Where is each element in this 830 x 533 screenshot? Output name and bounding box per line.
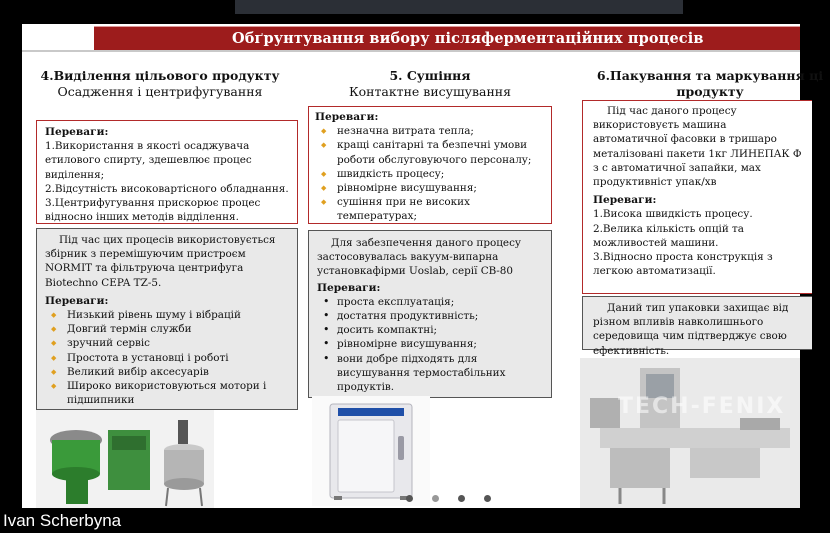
pager-dot[interactable] <box>432 495 439 502</box>
col3-heading-block <box>590 68 830 100</box>
presentation-slide <box>22 24 824 508</box>
list-item: ◆ Довгий термін служби <box>45 322 289 336</box>
col3-advantages-title: Переваги: <box>593 194 657 207</box>
col2-subheading: Контактне висушування <box>348 84 512 99</box>
slide-title-bar <box>94 26 800 50</box>
col1-subheading: Осадження і центрифугування <box>57 84 263 99</box>
col3-protection-text: Даний тип упаковки захищає від різном впливів навколишнього середовища чим підтверджує свою ефективність. <box>593 302 789 357</box>
list-item: • досить компактні; <box>317 323 543 337</box>
col2-equipment-text: Для забезпечення даного процесу застосовувалась вакуум-випарна установкафірми Uoslab, серії СВ-80 <box>317 237 522 278</box>
list-item: ◆ зручний сервіс <box>45 336 289 350</box>
list-item: • проста експлуатація; <box>317 295 543 309</box>
list-item: • рівномірне висушування; <box>317 337 543 351</box>
list-item: ◆ сушіння при не високих температурах; <box>315 195 545 223</box>
list-item: • вони добре підходять для висушування термостабільних продуктів. <box>317 352 543 395</box>
col3-advantage: 2.Велика кількість опцій та можливостей машини. <box>593 222 744 249</box>
col3-process-box <box>582 100 812 294</box>
col1-advantages-title: Переваги: <box>45 126 109 138</box>
list-item: ◆ швидкість процесу; <box>315 167 545 181</box>
pager-dot[interactable] <box>406 495 413 502</box>
col2-equipment-adv-title: Переваги: <box>317 281 381 294</box>
col2-advantages-list <box>315 124 545 223</box>
col1-advantage: 2.Відсутність високовартісного обладнання. <box>45 182 289 195</box>
col3-protection-box <box>582 296 812 357</box>
list-item: ◆ Простота в установці і роботі <box>45 351 289 365</box>
col2-heading: 5. Сушіння <box>389 68 471 83</box>
vacuum-dryer-image <box>312 396 430 506</box>
list-item: • достатня продуктивність; <box>317 309 543 323</box>
meeting-top-bar <box>235 0 683 14</box>
col2-advantages-title: Переваги: <box>315 111 379 123</box>
list-item: ◆ рівномірне висушування; <box>315 181 545 195</box>
list-item: ◆ незначна витрата тепла; <box>315 124 545 138</box>
col1-heading-block <box>32 68 288 100</box>
pager-dot[interactable] <box>458 495 465 502</box>
title-divider <box>22 50 800 52</box>
col2-equipment-box <box>308 230 552 398</box>
col1-heading: 4.Виділення цільового продукту <box>40 68 280 83</box>
list-item: ◆ Широко використовуються мотори і підшипники <box>45 379 289 407</box>
image-watermark: TECH-FENIX <box>618 394 786 419</box>
pager-dot[interactable] <box>484 495 491 502</box>
col1-equipment-adv-list <box>45 308 289 407</box>
slide-title: Обґрунтування вибору післяферментаційних процесів <box>232 30 704 47</box>
col1-equipment-box <box>36 228 298 410</box>
col1-equipment-text: Під час цих процесів використовується збірник з перемішуючим пристроєм NORMIT та фільтруюча центрифуга Biotechno CEPA TZ-5. <box>45 234 276 289</box>
col3-heading: 6.Пакування та маркування ці продукту <box>596 68 824 99</box>
list-item: ◆ Низький рівень шуму і вібрацій <box>45 308 289 322</box>
packaging-machine-image <box>580 358 800 508</box>
list-item: ◆ кращі санітарні та безпечні умови роботи обслуговуючого персоналу; <box>315 138 545 166</box>
col2-equipment-adv-list <box>317 295 543 394</box>
col1-equipment-adv-title: Переваги: <box>45 294 109 307</box>
col2-advantages-box <box>308 106 552 224</box>
slide-pager <box>22 492 800 504</box>
col3-advantage: 1.Висока швидкість процесу. <box>593 208 753 221</box>
col1-advantages-box <box>36 120 298 224</box>
col3-intro-text: Під час даного процесу використовуєть машина автоматичної фасовки в тришаро металізовані пакети 1кг ЛИНЕПАК Ф з с автоматичної запайки, мах продуктивніст упак/хв <box>593 105 802 189</box>
col2-heading-block <box>312 68 548 100</box>
participant-name: Ivan Scherbyna <box>3 511 122 530</box>
col3-advantage: 3.Відносно проста конструкція з легкою автоматизації. <box>593 251 773 278</box>
list-item: ◆ Великий вибір аксесуарів <box>45 365 289 379</box>
participant-caption <box>0 508 800 533</box>
col1-advantage: 3.Центрифугування прискорює процес відносно інших методів відділення. <box>45 197 261 224</box>
col1-advantage: 1.Використання в якості осаджувача етилового спирту, здешевлює процес виділення; <box>45 140 252 181</box>
